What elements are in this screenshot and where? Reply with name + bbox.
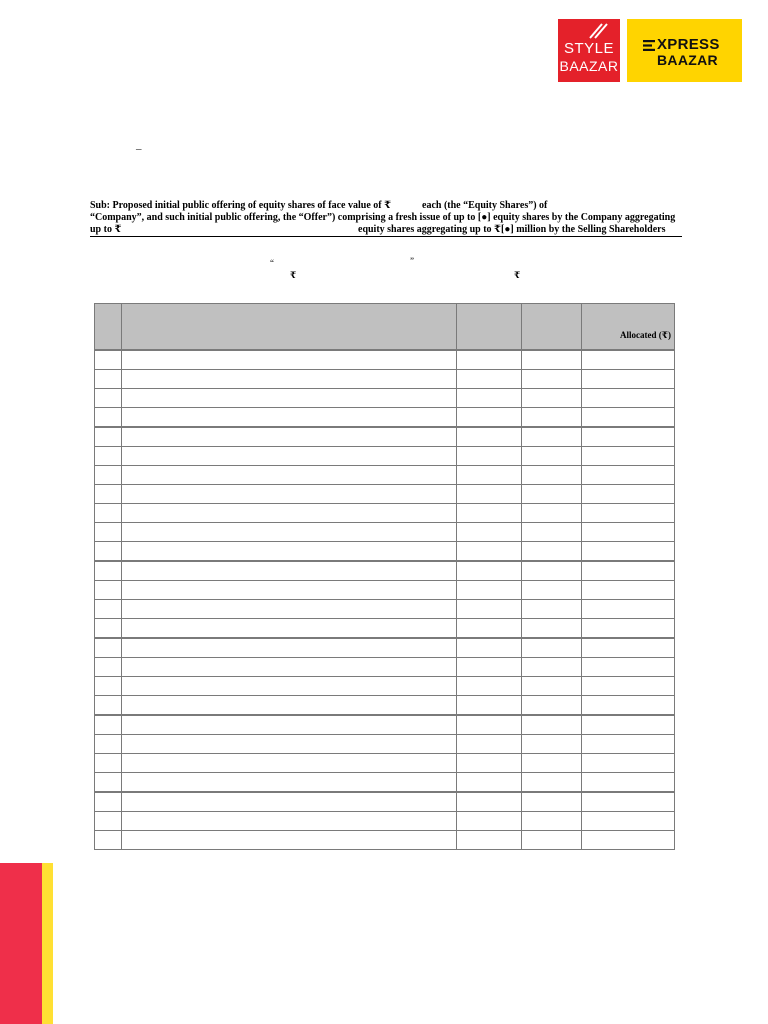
table-row bbox=[95, 427, 675, 447]
table-cell bbox=[457, 466, 522, 485]
table-row bbox=[95, 485, 675, 504]
table-cell bbox=[457, 427, 522, 447]
table-cell bbox=[457, 658, 522, 677]
table-cell bbox=[522, 485, 582, 504]
table-row bbox=[95, 658, 675, 677]
table-cell bbox=[457, 447, 522, 466]
table-cell bbox=[457, 831, 522, 850]
table-cell bbox=[457, 696, 522, 716]
header-cell-1 bbox=[95, 304, 122, 351]
table-cell bbox=[121, 542, 456, 562]
subject-underline bbox=[90, 236, 682, 237]
table-cell bbox=[121, 658, 456, 677]
table-cell bbox=[121, 427, 456, 447]
table-cell bbox=[522, 754, 582, 773]
table-body bbox=[95, 350, 675, 850]
table-row bbox=[95, 638, 675, 658]
table-cell bbox=[582, 619, 675, 639]
table-cell bbox=[522, 408, 582, 428]
table-cell bbox=[95, 389, 122, 408]
table-row bbox=[95, 715, 675, 735]
table-cell bbox=[95, 715, 122, 735]
header-cell-3 bbox=[457, 304, 522, 351]
table-cell bbox=[582, 792, 675, 812]
subject-line3-b: equity shares aggregating up to ₹[●] million by the Selling Shareholders bbox=[358, 224, 666, 235]
table-cell bbox=[582, 831, 675, 850]
subject-line3-a: up to ₹ bbox=[90, 224, 122, 235]
table-cell bbox=[121, 831, 456, 850]
table-cell bbox=[121, 696, 456, 716]
table-row bbox=[95, 677, 675, 696]
table-row bbox=[95, 600, 675, 619]
table-cell bbox=[457, 792, 522, 812]
table-cell bbox=[95, 735, 122, 754]
table-cell bbox=[95, 561, 122, 581]
table-cell bbox=[121, 504, 456, 523]
decorative-stripe-red bbox=[0, 863, 42, 1024]
table-cell bbox=[95, 677, 122, 696]
table-cell bbox=[121, 523, 456, 542]
table-cell bbox=[121, 466, 456, 485]
table-cell bbox=[121, 600, 456, 619]
table-row bbox=[95, 504, 675, 523]
table-row bbox=[95, 523, 675, 542]
table-cell bbox=[457, 370, 522, 389]
table-cell bbox=[95, 485, 122, 504]
table-row bbox=[95, 754, 675, 773]
table-cell bbox=[522, 581, 582, 600]
table-cell bbox=[95, 408, 122, 428]
table-cell bbox=[522, 638, 582, 658]
table-row bbox=[95, 812, 675, 831]
table-cell bbox=[582, 638, 675, 658]
table-cell bbox=[457, 600, 522, 619]
table-row bbox=[95, 696, 675, 716]
table-cell bbox=[121, 447, 456, 466]
table-cell bbox=[522, 389, 582, 408]
table-cell bbox=[457, 619, 522, 639]
decorative-stripe-yellow bbox=[42, 863, 53, 1024]
table-cell bbox=[582, 735, 675, 754]
table-cell bbox=[582, 561, 675, 581]
table-cell bbox=[457, 735, 522, 754]
table-header-row bbox=[95, 304, 675, 351]
table-cell bbox=[121, 773, 456, 793]
subject-line1-b: each (the “Equity Shares”) of bbox=[422, 200, 548, 211]
slash-mark-icon bbox=[588, 23, 608, 39]
table-cell bbox=[582, 447, 675, 466]
table-row bbox=[95, 619, 675, 639]
table-row bbox=[95, 831, 675, 850]
table-cell bbox=[121, 561, 456, 581]
table-cell bbox=[457, 504, 522, 523]
table-cell bbox=[121, 812, 456, 831]
table-row bbox=[95, 542, 675, 562]
table-cell bbox=[522, 658, 582, 677]
style-baazar-line2: BAAZAR bbox=[559, 58, 619, 74]
table-cell bbox=[457, 677, 522, 696]
table-cell bbox=[522, 350, 582, 370]
table-row bbox=[95, 561, 675, 581]
table-cell bbox=[95, 350, 122, 370]
table-cell bbox=[582, 408, 675, 428]
table-cell bbox=[457, 408, 522, 428]
table-cell bbox=[121, 715, 456, 735]
table-cell bbox=[121, 408, 456, 428]
table-cell bbox=[121, 370, 456, 389]
header-cell-4 bbox=[522, 304, 582, 351]
table-cell bbox=[95, 638, 122, 658]
allocation-table bbox=[94, 303, 675, 850]
table-row bbox=[95, 581, 675, 600]
express-baazar-line2: BAAZAR bbox=[657, 52, 718, 68]
rupee-symbol-1: ₹ bbox=[290, 270, 297, 280]
table-cell bbox=[522, 831, 582, 850]
rupee-symbol-2: ₹ bbox=[514, 270, 521, 280]
table-cell bbox=[95, 658, 122, 677]
table-cell bbox=[457, 754, 522, 773]
table-row bbox=[95, 735, 675, 754]
subject-line2: “Company”, and such initial public offering, the “Offer”) comprising a fresh issue of up to [●] equity shares by the Company aggregating bbox=[90, 212, 676, 223]
style-baazar-line1: STYLE bbox=[563, 40, 615, 57]
table-cell bbox=[95, 831, 122, 850]
table-row bbox=[95, 466, 675, 485]
table-cell bbox=[95, 619, 122, 639]
table-cell bbox=[457, 561, 522, 581]
table-row bbox=[95, 408, 675, 428]
table-cell bbox=[582, 658, 675, 677]
table-cell bbox=[457, 350, 522, 370]
style-baazar-logo bbox=[558, 19, 620, 82]
table-cell bbox=[121, 638, 456, 658]
table-cell bbox=[522, 735, 582, 754]
table-cell bbox=[121, 350, 456, 370]
table-cell bbox=[522, 561, 582, 581]
subject-block bbox=[90, 200, 682, 236]
table-cell bbox=[95, 773, 122, 793]
table-cell bbox=[95, 792, 122, 812]
table-cell bbox=[457, 773, 522, 793]
table-cell bbox=[522, 619, 582, 639]
subject-line1-a: Sub: Proposed initial public offering of equity shares of face value of ₹ bbox=[90, 200, 392, 211]
table-cell bbox=[95, 466, 122, 485]
table-cell bbox=[522, 427, 582, 447]
close-quote: ” bbox=[410, 256, 414, 266]
table-cell bbox=[121, 581, 456, 600]
table-cell bbox=[121, 389, 456, 408]
table-cell bbox=[121, 754, 456, 773]
table-cell bbox=[457, 523, 522, 542]
table-cell bbox=[582, 581, 675, 600]
table-cell bbox=[522, 523, 582, 542]
table-cell bbox=[582, 715, 675, 735]
table-row bbox=[95, 389, 675, 408]
table-cell bbox=[95, 370, 122, 389]
table-cell bbox=[522, 447, 582, 466]
table-cell bbox=[582, 677, 675, 696]
table-cell bbox=[522, 600, 582, 619]
table-cell bbox=[522, 792, 582, 812]
table-cell bbox=[457, 542, 522, 562]
table-cell bbox=[582, 773, 675, 793]
table-cell bbox=[582, 485, 675, 504]
table-cell bbox=[95, 600, 122, 619]
express-baazar-line1: XPRESS bbox=[657, 36, 720, 53]
header-cell-allocated: Allocated (₹) bbox=[582, 304, 675, 351]
table-cell bbox=[95, 542, 122, 562]
table-cell bbox=[582, 427, 675, 447]
table-cell bbox=[95, 504, 122, 523]
table-cell bbox=[95, 447, 122, 466]
table-row bbox=[95, 792, 675, 812]
table-cell bbox=[457, 715, 522, 735]
table-cell bbox=[582, 389, 675, 408]
table-cell bbox=[582, 754, 675, 773]
table-cell bbox=[582, 523, 675, 542]
table-cell bbox=[582, 466, 675, 485]
table-cell bbox=[121, 792, 456, 812]
table-cell bbox=[95, 754, 122, 773]
table-cell bbox=[582, 812, 675, 831]
table-cell bbox=[121, 735, 456, 754]
table-cell bbox=[95, 812, 122, 831]
table-cell bbox=[582, 350, 675, 370]
table-cell bbox=[121, 485, 456, 504]
table-cell bbox=[582, 504, 675, 523]
table-row bbox=[95, 447, 675, 466]
table-cell bbox=[95, 427, 122, 447]
table-cell bbox=[522, 504, 582, 523]
table-cell bbox=[582, 542, 675, 562]
table-cell bbox=[457, 485, 522, 504]
table-cell bbox=[582, 696, 675, 716]
table-row bbox=[95, 370, 675, 389]
dash-mark: – bbox=[136, 143, 142, 155]
table-cell bbox=[121, 677, 456, 696]
table-cell bbox=[522, 696, 582, 716]
table-row bbox=[95, 773, 675, 793]
table-cell bbox=[457, 812, 522, 831]
express-e-icon bbox=[643, 40, 657, 51]
table-cell bbox=[121, 619, 456, 639]
table-cell bbox=[522, 542, 582, 562]
table-cell bbox=[522, 773, 582, 793]
table-cell bbox=[522, 677, 582, 696]
table-row bbox=[95, 350, 675, 370]
table-cell bbox=[522, 370, 582, 389]
table-cell bbox=[95, 581, 122, 600]
express-baazar-logo bbox=[627, 19, 742, 82]
header-cell-2 bbox=[121, 304, 456, 351]
table-cell bbox=[95, 696, 122, 716]
table-cell bbox=[522, 715, 582, 735]
table-cell bbox=[95, 523, 122, 542]
table-cell bbox=[582, 370, 675, 389]
open-quote: “ bbox=[270, 258, 274, 268]
table-cell bbox=[457, 638, 522, 658]
table-cell bbox=[522, 466, 582, 485]
table-cell bbox=[457, 389, 522, 408]
table-cell bbox=[457, 581, 522, 600]
table-cell bbox=[522, 812, 582, 831]
table-cell bbox=[582, 600, 675, 619]
